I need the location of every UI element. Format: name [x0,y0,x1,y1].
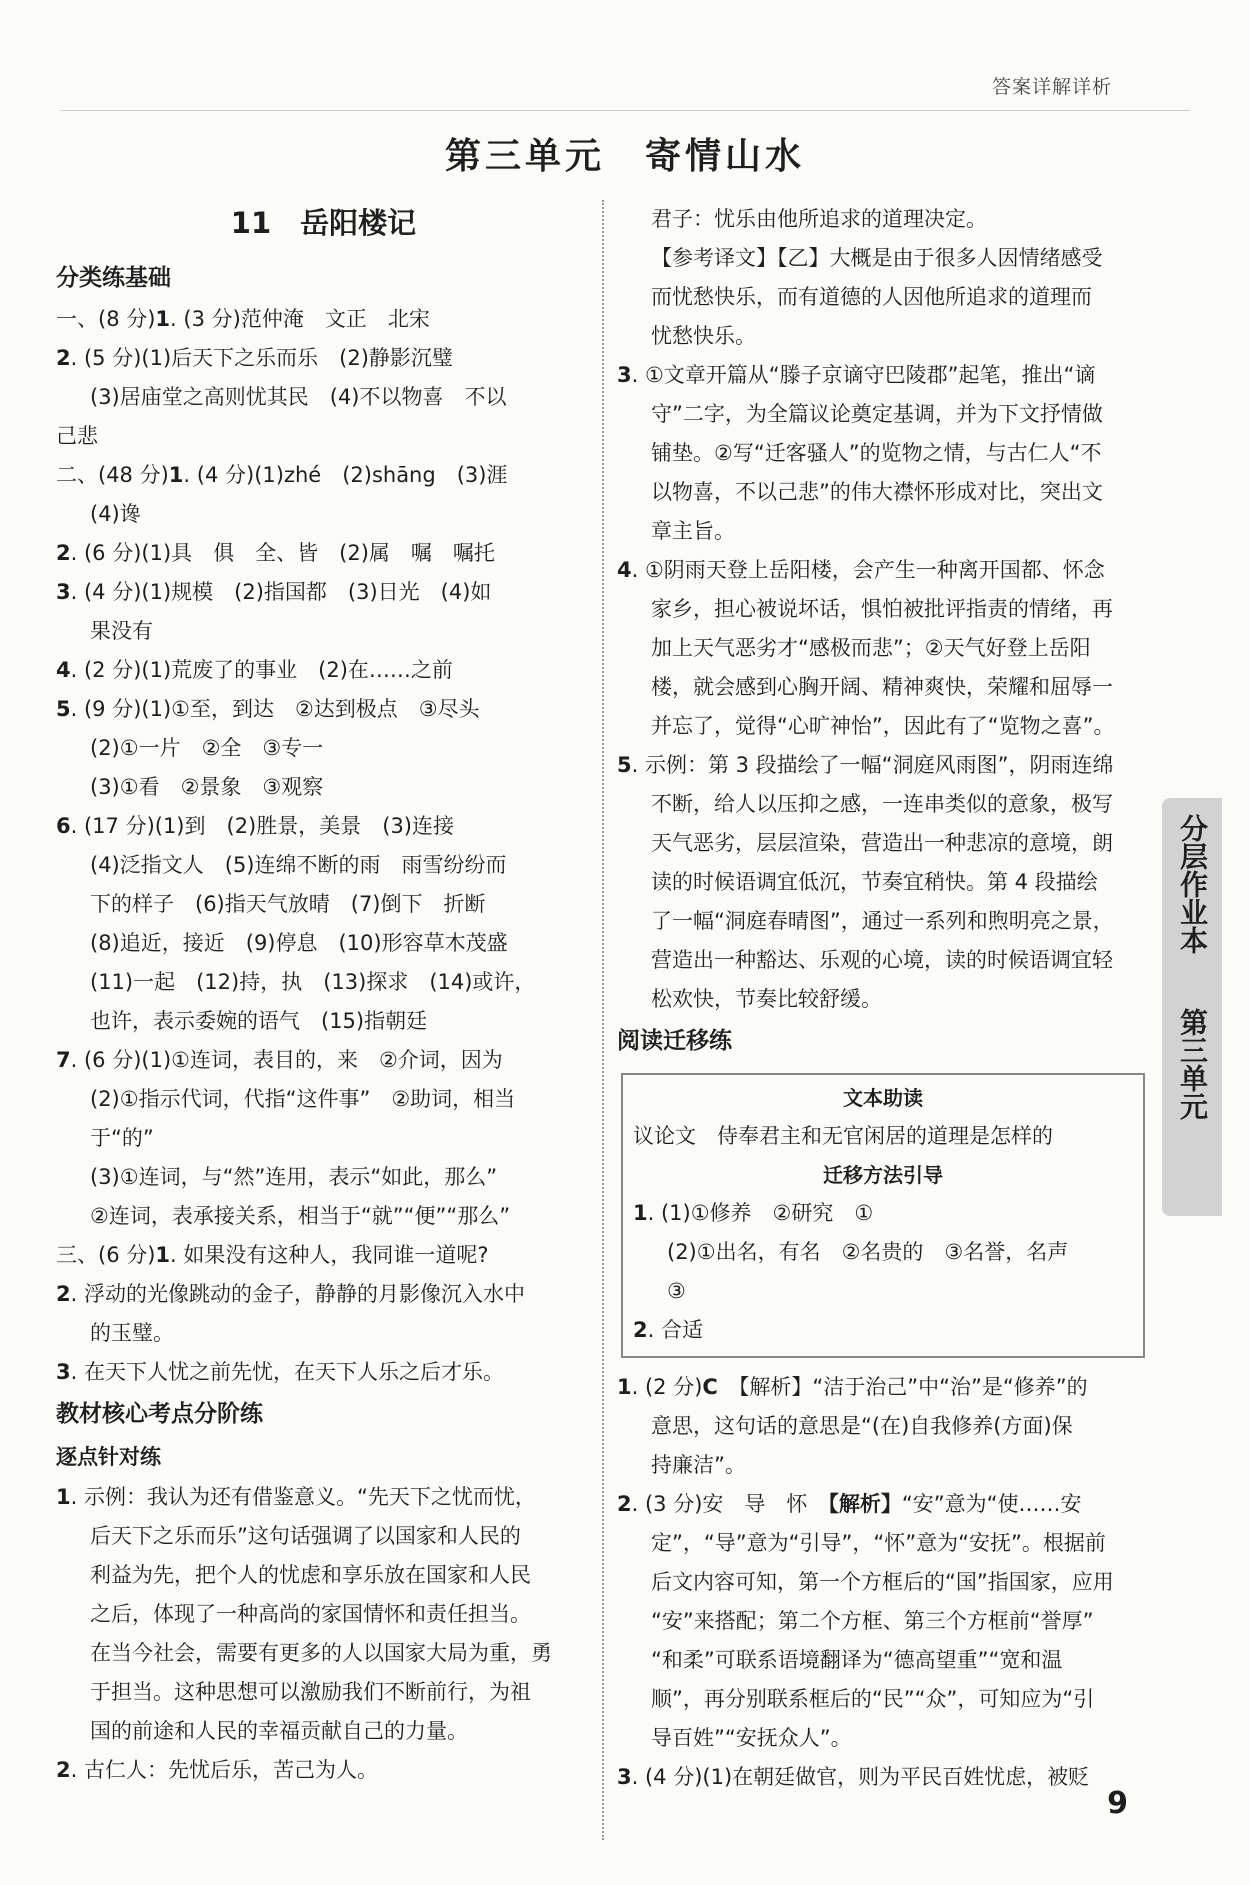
side-tab-book-label: 分层作业本 [1176,814,1209,954]
answer-line: 5. 示例：第 3 段描绘了一幅“洞庭风雨图”，阴雨连绵 [617,753,1114,777]
reference-translation: 忧愁快乐。 [651,324,756,348]
answer-line: (2)①一片 ②全 ③专一 [90,736,324,760]
answer-line: 铺垫。②写“迁客骚人”的览物之情，与古仁人“不 [651,441,1102,465]
box-line: 1. (1)①修养 ②研究 ① [633,1201,874,1225]
answer-line: 利益为先，把个人的忧虑和享乐放在国家和人民 [90,1563,531,1587]
side-tab [1162,798,1222,1216]
box-title: 迁移方法引导 [823,1163,943,1187]
answer-line: 定”，“导”意为“引导”，“怀”意为“安抚”。根据前 [651,1531,1106,1555]
lesson-name: 岳阳楼记 [300,206,417,240]
answer-line: (3)居庙堂之高则忧其民 (4)不以物喜 不以 [90,385,507,409]
header-answer-label: 答案详解详析 [991,76,1112,98]
answer-line: 于担当。这种思想可以激励我们不断前行，为祖 [90,1680,531,1704]
answer-line: 不断，给人以压抑之感，一连串类似的意象，极写 [651,792,1113,816]
unit-title-theme: 寄情山水 [645,136,806,177]
box-line: ③ [667,1279,686,1303]
box-title: 文本助读 [843,1086,923,1110]
answer-line: 后文内容可知，第一个方框后的“国”指国家，应用 [651,1570,1114,1594]
answer-line: 松欢快，节奏比较舒缓。 [651,987,882,1011]
answer-line: 家乡，担心被说坏话，惧怕被批评指责的情绪，再 [651,597,1113,621]
answer-line: 章主旨。 [651,519,735,543]
answer-line: 天气恶劣，层层渲染，营造出一种悲凉的意境，朗 [651,831,1113,855]
subsection-heading: 逐点针对练 [56,1445,161,1469]
answer-line: 2. 古仁人：先忧后乐，苦己为人。 [56,1758,378,1782]
answer-line: 了一幅“洞庭春晴图”，通过一系列和煦明亮之景， [651,909,1114,933]
answer-line: 持廉洁”。 [651,1453,746,1477]
answer-line: (8)追近，接近 (9)停息 (10)形容草木茂盛 [90,931,508,955]
answer-line: ②连词，表承接关系，相当于“就”“便”“那么” [90,1204,511,1228]
answer-line: 在当今社会，需要有更多的人以国家大局为重，勇 [90,1641,552,1665]
answer-line: (2)①指示代词，代指“这件事” ②助词，相当 [90,1087,516,1111]
answer-line: 2. 浮动的光像跳动的金子，静静的月影像沉入水中 [56,1282,525,1306]
answer-line: 己悲 [56,424,98,448]
answer-line: 以物喜，不以己悲”的伟大襟怀形成对比，突出文 [651,480,1103,504]
side-tab-unit-label: 第三单元 [1176,1008,1209,1120]
answer-line: 读的时候语调宜低沉，节奏宜稍快。第 4 段描绘 [651,870,1098,894]
unit-title-number: 第三单元 [444,136,605,177]
answer-line: 意思，这句话的意思是“(在)自我修养(方面)保 [651,1414,1073,1438]
box-line: (2)①出名，有名 ②名贵的 ③名誉，名声 [667,1240,1069,1264]
box-line: 议论文 侍奉君主和无官闲居的道理是怎样的 [633,1124,1053,1148]
answer-line: 之后，体现了一种高尚的家国情怀和责任担当。 [90,1602,531,1626]
header-divider [60,110,1190,111]
answer-line: (4)泛指文人 (5)连绵不断的雨 雨雪纷纷而 [90,853,507,877]
answer-line: (3)①连词，与“然”连用，表示“如此，那么” [90,1165,498,1189]
answer-line: 3. ①文章开篇从“滕子京谪守巴陵郡”起笔，推出“谪 [617,363,1096,387]
answer-line: 2. (6 分)(1)具 俱 全、皆 (2)属 嘱 嘱托 [56,541,495,565]
answer-line: 5. (9 分)(1)①至，到达 ②达到极点 ③尽头 [56,697,480,721]
answer-line: 7. (6 分)(1)①连词，表目的，来 ②介词，因为 [56,1048,503,1072]
answer-line: (3)①看 ②景象 ③观察 [90,775,324,799]
answer-line: 并忘了，觉得“心旷神怡”，因此有了“览物之喜”。 [651,714,1115,738]
answer-line: 2. (5 分)(1)后天下之乐而乐 (2)静影沉璧 [56,346,453,370]
answer-line: 1. 示例：我认为还有借鉴意义。“先天下之忧而忧， [56,1485,536,1509]
section-heading: 分类练基础 [56,265,171,291]
right-column [617,200,1145,1797]
answer-line: 君子：忧乐由他所追求的道理决定。 [651,207,987,231]
column-divider [602,200,604,1840]
answer-line: 楼，就会感到心胸开阔、精神爽快，荣耀和屈辱一 [651,675,1113,699]
answer-line: 后天下之乐而乐”这句话强调了以国家和人民的 [90,1524,521,1548]
answer-line: 3. (4 分)(1)在朝廷做官，则为平民百姓忧虑，被贬 [617,1765,1090,1789]
answer-line: 顺”，再分别联系框后的“民”“众”，可知应为“引 [651,1687,1095,1711]
section-heading: 教材核心考点分阶练 [56,1401,263,1427]
answer-line: 3. (4 分)(1)规模 (2)指国都 (3)日光 (4)如 [56,580,492,604]
reference-translation: 而忧愁快乐，而有道德的人因他所追求的道理而 [651,285,1092,309]
answer-line: (4)谗 [90,502,141,526]
answer-line: 2. (3 分)安 导 怀 【解析】“安”意为“使……安 [617,1492,1082,1516]
answer-line: 果没有 [90,619,153,643]
answer-line: “安”来搭配；第二个方框、第三个方框前“誉厚” [651,1609,1094,1633]
answer-line: 4. ①阴雨天登上岳阳楼，会产生一种离开国都、怀念 [617,558,1105,582]
answer-line: 6. (17 分)(1)到 (2)胜景，美景 (3)连接 [56,814,454,838]
lesson-title [56,200,591,246]
answer-line: 加上天气恶劣才“感极而悲”；②天气好登上岳阳 [651,636,1091,660]
answer-line: 二、(48 分)1. (4 分)(1)zhé (2)shāng (3)涯 [56,463,508,487]
answer-line: 国的前途和人民的幸福贡献自己的力量。 [90,1719,468,1743]
left-column [56,200,591,1790]
answer-line: 下的样子 (6)指天气放晴 (7)倒下 折断 [90,892,486,916]
lesson-number: 11 [230,206,272,240]
box-line: 2. 合适 [633,1318,703,1342]
unit-title [0,128,1250,179]
answer-line: 3. 在天下人忧之前先忧，在天下人乐之后才乐。 [56,1360,504,1384]
answer-line: 营造出一种豁达、乐观的心境，读的时候语调宜轻 [651,948,1113,972]
answer-line: 守”二字，为全篇议论奠定基调，并为下文抒情做 [651,402,1103,426]
answer-line: 4. (2 分)(1)荒废了的事业 (2)在……之前 [56,658,453,682]
reference-translation: 【参考译文】【乙】大概是由于很多人因情绪感受 [651,246,1103,270]
answer-line: 导百姓”“安抚众人”。 [651,1726,852,1750]
answer-line: “和柔”可联系语境翻译为“德高望重”“宽和温 [651,1648,1063,1672]
answer-line: (11)一起 (12)持，执 (13)探求 (14)或许， [90,970,536,994]
answer-line: 也许，表示委婉的语气 (15)指朝廷 [90,1009,428,1033]
answer-line: 的玉璧。 [90,1321,174,1345]
answer-line: 于“的” [90,1126,154,1150]
reading-guide-box [621,1073,1145,1358]
answer-line: 一、(8 分)1. (3 分)范仲淹 文正 北宋 [56,307,430,331]
answer-line: 1. (2 分)C 【解析】“洁于治己”中“治”是“修养”的 [617,1375,1088,1399]
section-heading: 阅读迁移练 [617,1028,732,1054]
page-number: 9 [1107,1786,1128,1821]
answer-line: 三、(6 分)1. 如果没有这种人，我同谁一道呢? [56,1243,489,1267]
